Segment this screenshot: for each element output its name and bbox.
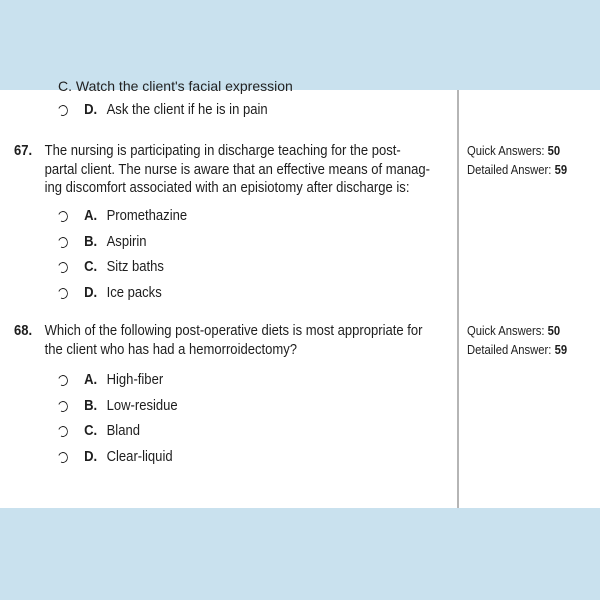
radio-icon[interactable] [57,450,70,464]
exam-page [0,78,600,508]
radio-icon[interactable] [57,235,70,249]
column-divider [457,90,459,508]
radio-icon[interactable] [57,373,70,387]
q68-option-c[interactable]: C. Bland [58,421,140,441]
option-text: Ask the client if he is in pain [106,102,268,118]
question-text-line: partal client. The nurse is aware that an effective means of manag- [44,161,431,178]
answer-references-68 [467,322,567,360]
q68-option-b[interactable]: B. Low-residue [58,396,178,416]
detailed-answer-ref: Detailed Answer: 59 [467,163,568,177]
q67-option-c[interactable]: C. Sitz baths [58,257,164,277]
radio-icon[interactable] [57,399,70,413]
question-67 [14,142,431,198]
radio-icon[interactable] [57,424,70,438]
detailed-answer-ref: Detailed Answer: 59 [467,343,568,357]
radio-icon[interactable] [57,209,70,223]
quick-answers-ref: Quick Answers: 50 [467,324,561,338]
q67-option-a[interactable]: A. Promethazine [58,206,187,226]
question-number: 68. [14,323,33,339]
radio-icon[interactable] [57,260,70,274]
question-text-line: ing discomfort associated with an episiotomy after discharge is: [44,180,410,196]
answer-references-67 [467,142,567,180]
radio-icon[interactable] [57,286,70,300]
question-text-line: The nursing is participating in discharge teaching for the post- [44,143,401,159]
q68-option-a[interactable]: A. High-fiber [58,370,163,390]
quick-answers-ref: Quick Answers: 50 [467,144,561,158]
q68-option-d[interactable]: D. Clear-liquid [58,447,173,467]
question-text-line: Which of the following post-operative diets is most appropriate for [44,323,423,339]
prev-option-d[interactable] [58,100,268,120]
q67-option-d[interactable]: D. Ice packs [58,283,162,303]
radio-icon[interactable] [57,103,70,117]
option-letter: D. [84,102,98,118]
prev-option-c-clipped [58,78,293,94]
question-68 [14,322,423,359]
question-text-line: the client who has had a hemorroidectomy? [44,341,298,358]
question-number: 67. [14,143,33,159]
q67-option-b[interactable]: B. Aspirin [58,232,146,252]
prev-option-c-text: C. Watch the client's facial expression [58,78,293,94]
